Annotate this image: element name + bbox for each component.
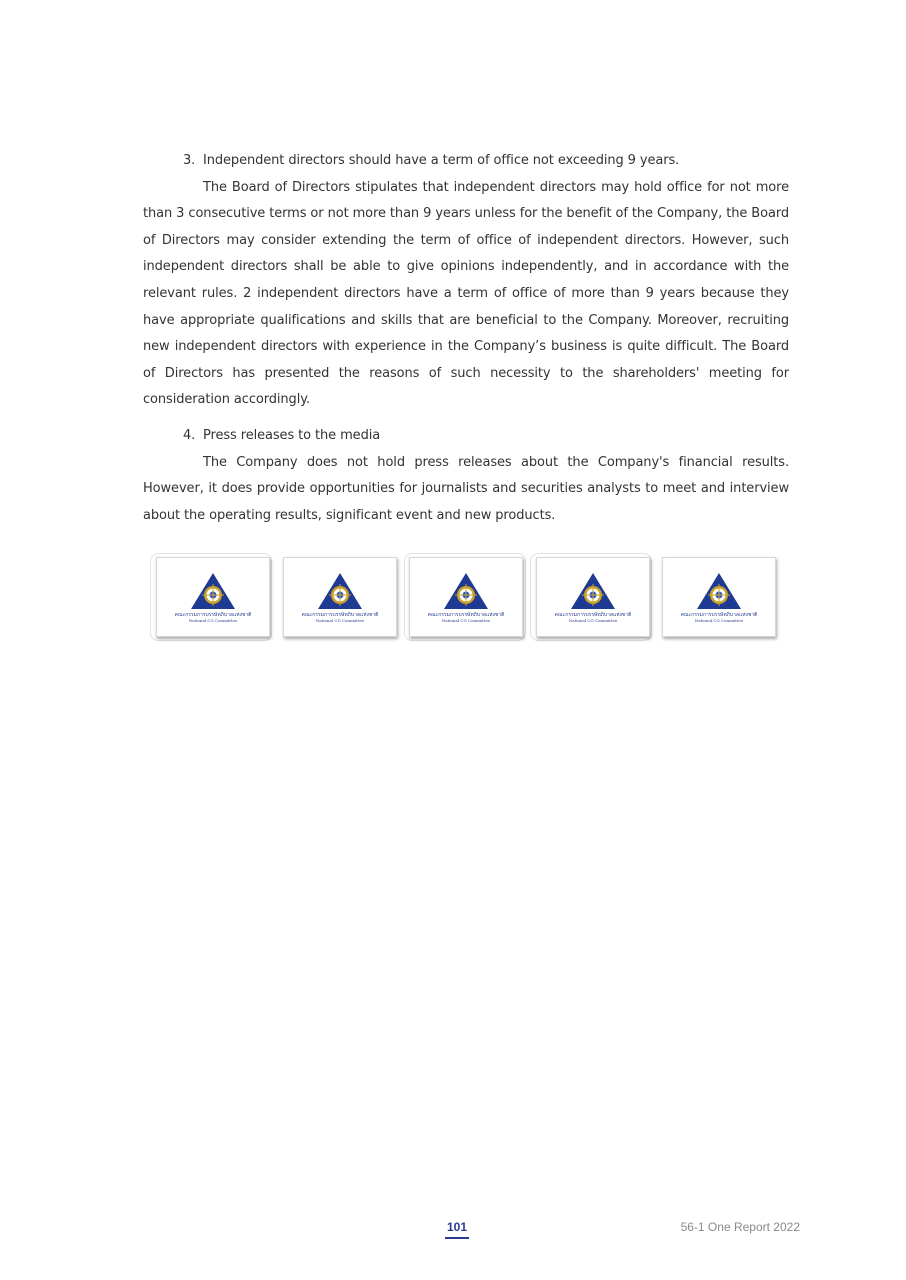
cg-committee-logo-icon bbox=[189, 571, 237, 611]
section-4-paragraph: The Company does not hold press releases about the Company's financial results. However, it does provide opportunities for journalists and securities analysts to meet and interview about the operating results, significant event and new products. bbox=[143, 454, 789, 523]
page-number-underline bbox=[445, 1237, 469, 1239]
cg-badge-5 bbox=[662, 557, 776, 637]
page-number: 101 bbox=[446, 1220, 468, 1234]
cg-committee-logo-icon bbox=[695, 571, 743, 611]
report-title: 56-1 One Report 2022 bbox=[680, 1220, 800, 1234]
cg-committee-logo-icon bbox=[316, 571, 364, 611]
badge-thai-name: คณะกรรมการบรรษัทภิบาลแห่งชาติ bbox=[680, 612, 758, 618]
badge-thai-name: คณะกรรมการบรรษัทภิบาลแห่งชาติ bbox=[174, 612, 252, 618]
cg-badge-4 bbox=[536, 557, 650, 637]
badge-english-name: National CG Committee bbox=[568, 618, 618, 623]
badge-english-name: National CG Committee bbox=[441, 618, 491, 623]
cg-badge-1 bbox=[156, 557, 270, 637]
badge-english-name: National CG Committee bbox=[694, 618, 744, 623]
cg-award-badges bbox=[150, 553, 780, 643]
badge-thai-name: คณะกรรมการบรรษัทภิบาลแห่งชาติ bbox=[301, 612, 379, 618]
badge-english-name: National CG Committee bbox=[188, 618, 238, 623]
cg-committee-logo-icon bbox=[442, 571, 490, 611]
section-3-number: 3. bbox=[183, 153, 196, 168]
section-3-heading bbox=[143, 148, 789, 175]
section-4-heading bbox=[143, 423, 789, 450]
cg-badge-3 bbox=[409, 557, 523, 637]
section-3-title: Independent directors should have a term of office not exceeding 9 years. bbox=[203, 153, 680, 168]
badge-thai-name: คณะกรรมการบรรษัทภิบาลแห่งชาติ bbox=[427, 612, 505, 618]
badge-english-name: National CG Committee bbox=[315, 618, 365, 623]
document-body bbox=[143, 148, 789, 529]
cg-committee-logo-icon bbox=[569, 571, 617, 611]
section-3-paragraph: The Board of Directors stipulates that independent directors may hold office for not more than 3 consecutive terms or not more than 9 years unless for the benefit of the Company, the Board of Directors may consider extending the term of office of independent directors. However, such independent directors shall be able to give opinions independently, and in accordance with the relevant rules. 2 independent directors have a term of office of more than 9 years because they have appropriate qualifications and skills that are beneficial to the Company. Moreover, recruiting new independent directors with experience in the Company’s business is quite difficult. The Board of Directors has presented the reasons of such necessity to the shareholders' meeting for consideration accordingly. bbox=[143, 179, 789, 408]
section-4-title: Press releases to the media bbox=[203, 427, 381, 443]
cg-badge-2 bbox=[283, 557, 397, 637]
badge-thai-name: คณะกรรมการบรรษัทภิบาลแห่งชาติ bbox=[554, 612, 632, 618]
section-4-number: 4. bbox=[183, 427, 196, 443]
